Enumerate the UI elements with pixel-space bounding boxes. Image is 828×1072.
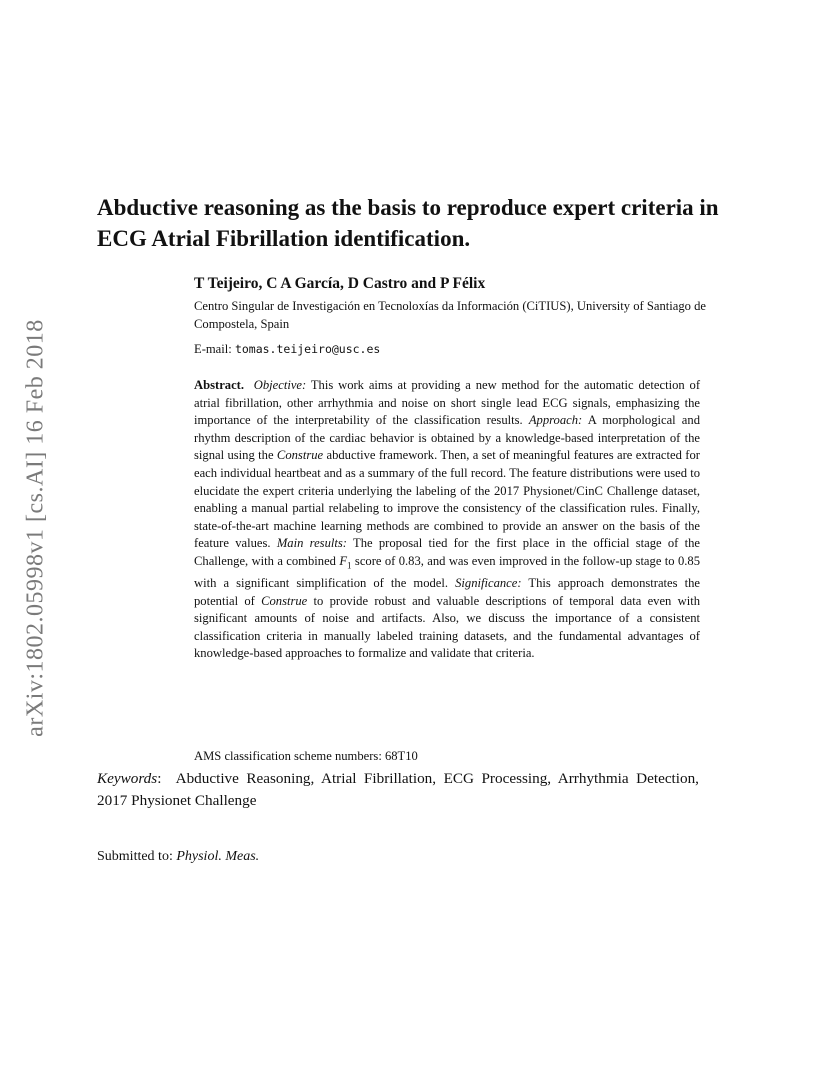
approach-text-1: A morphological and rhythm description of the cardiac behavior is obtained by a knowledge-based interpretation of the signal using the xyxy=(194,413,700,463)
significance-label: Significance: xyxy=(455,576,522,591)
approach-label: Approach: xyxy=(528,413,583,428)
submitted-to xyxy=(97,849,259,865)
keywords-text: Abductive Reasoning, Atrial Fibrillation, ECG Processing, Arrhythmia Detection, 2017 Physionet Challenge xyxy=(97,770,699,809)
main-results-text-1: The proposal tied for the first place in the official stage of the Challenge, with a combined xyxy=(194,536,701,568)
keywords-block: Keywords: Abductive Reasoning, Atrial Fibrillation, ECG Processing, Arrhythmia Detection, 2017 Physionet Challenge xyxy=(97,770,699,809)
keywords-label: Keywords xyxy=(97,770,158,787)
significance-text-1: This approach demonstrates the potential of xyxy=(194,576,700,608)
objective-label: Objective: xyxy=(253,378,307,392)
construe-term-2: Construe xyxy=(261,593,308,608)
arxiv-identifier-stamp: arXiv:1802.05998v1 [cs.AI] 16 Feb 2018 xyxy=(22,319,49,737)
contact-email xyxy=(194,342,380,357)
email-address[interactable]: tomas.teijeiro@usc.es xyxy=(234,342,381,356)
approach-text-2: abductive framework. Then, a set of meaningful features are extracted for each individual heartbeat and as a summary of the full record. The feature distributions were used to elucidate the expert criteria underlying the labeling of the 2017 Physionet/CinC Challenge dataset, enabling a manual partial relabeling to improve the consistency of the classification rules. Finally, state-of-the-art machine learning methods are combined to provide an answer on the basis of the feature values. xyxy=(194,448,700,551)
abstract-heading: Abstract. xyxy=(194,378,245,392)
f1-symbol: F xyxy=(339,553,348,568)
main-results-label: Main results: xyxy=(276,536,347,551)
submitted-label: Submitted to: xyxy=(97,849,173,864)
ams-classification: AMS classification scheme numbers: 68T10 xyxy=(194,749,418,763)
abstract-paragraph xyxy=(194,377,700,663)
objective-text: This work aims at providing a new method for the automatic detection of atrial fibrillation, other arrhythmia and noise on short single lead ECG signals, emphasizing the importance of the interpretability of the classification results. xyxy=(194,378,701,428)
construe-term: Construe xyxy=(276,448,324,463)
paper-title: Abductive reasoning as the basis to reproduce expert criteria in ECG Atrial Fibrillation identification. xyxy=(97,195,719,251)
author-affiliation: Centro Singular de Investigación en Tecnoloxías da Información (CiTIUS), University of Santiago de Compostela, Spain xyxy=(194,299,706,331)
significance-text-2: to provide robust and valuable descriptions of temporal data even with significant amounts of noise and artifacts. Also, we discuss the importance of a consistent classification criteria in manually labeled training datasets, and the fundamental advantages of knowledge-based approaches to formalize and validate that criteria. xyxy=(194,593,700,661)
journal-name: Physiol. Meas. xyxy=(176,849,260,864)
author-list: T Teijeiro, C A García, D Castro and P Félix xyxy=(194,275,486,292)
email-label: E-mail: xyxy=(194,342,232,356)
f1-subscript: 1 xyxy=(347,560,352,571)
main-results-text-2: score of 0.83, and was even improved in the follow-up stage to 0.85 with a significant simplification of the model. xyxy=(194,553,700,591)
